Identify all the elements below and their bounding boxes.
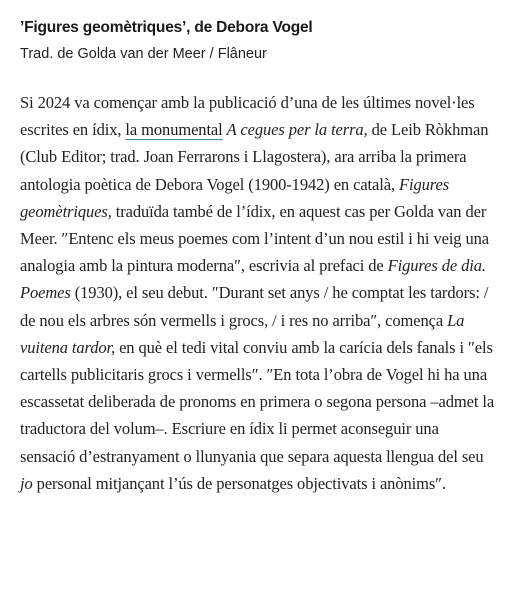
article-subtitle: Trad. de Golda van der Meer / Flâneur bbox=[20, 46, 267, 62]
book-title-figures-de-dia: Figures de dia. Poemes bbox=[20, 256, 486, 303]
text-segment: de Leib Ròkhman (Club Editor; trad. Joan Ferrarons i Llagostera), ara arriba la primera antologia poètica de Debora Vogel (1900-1942) en català, bbox=[20, 120, 489, 194]
article-paragraph bbox=[20, 89, 497, 497]
monumental-link[interactable]: la monumental bbox=[125, 120, 223, 140]
text-segment: traduïda també de l’ídix, en aquest cas per Golda van der Meer. ″Entenc els meus poemes com l’intent d’un nou estil i hi veig una analogia amb la pintura moderna″, escrivia al prefaci de bbox=[20, 201, 489, 276]
text-segment: (1930), el seu debut. ″Durant set anys / he comptat les tardors: / de nou els arbres són vermells i grocs, / i res no arriba″, comença bbox=[20, 283, 489, 330]
poem-title-la-vuitena-tardor: La vuitena tardor, bbox=[20, 310, 465, 357]
word-jo: jo bbox=[20, 473, 33, 493]
text-segment: en què el tedi vital conviu amb la carícia dels fanals i ″els cartells publicitaris grocs i vermells″. ″En tota l’obra de Vogel hi ha una escassetat deliberada de pronoms en primera o segona persona –admet la traductora del volum–. Escriure en ídix li permet aconseguir una sensació d’estranyament o llunyania que separa aquesta llengua del seu bbox=[20, 337, 495, 466]
book-title-a-cegues: A cegues per la terra, bbox=[226, 120, 368, 140]
article-title: ’Figures geomètriques’, de Debora Vogel bbox=[20, 19, 313, 36]
text-segment: personal mitjançant l’ús de personatges objectivats i anònims″. bbox=[32, 473, 446, 493]
text-segment: Si 2024 va començar amb la publicació d’una de les últimes novel·les escrites en ídix, bbox=[20, 93, 475, 140]
book-title-figures-geometriques: Figures geomètriques, bbox=[20, 174, 450, 221]
